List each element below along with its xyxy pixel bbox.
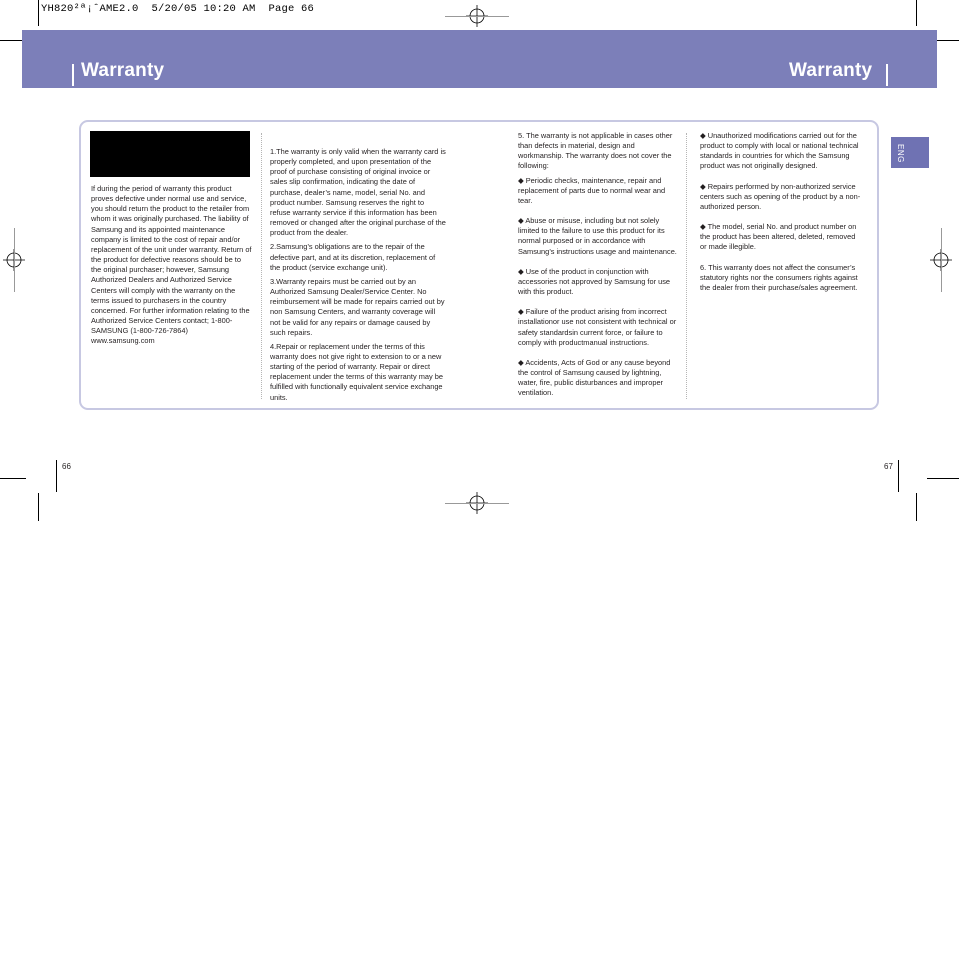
crop-mark bbox=[898, 460, 899, 492]
warranty-clause-5: 5. The warranty is not applicable in cases other than defects in material, design and workmanship. The warranty does not cover the following: bbox=[518, 131, 673, 171]
exclusion-item: ◆ Repairs performed by non-authorized service centers such as opening of the product by a non-authorized person. bbox=[700, 181, 861, 211]
exclusion-item: ◆ Abuse or misuse, including but not solely limited to the failure to use this product for its normal purposed or in accordance with Samsung’s instructions usage and maintenance. bbox=[518, 216, 677, 256]
warranty-clause-3: 3.Warranty repairs must be carried out by an Authorized Samsung Dealer/Service Center. No reimbursement will be made for repairs carried out by non Samsung Centers, and warranty coverage will not be valid for any repairs or damage caused by such repairs. bbox=[270, 276, 445, 337]
crop-mark bbox=[916, 0, 917, 26]
exclusion-item: ◆ The model, serial No. and product number on the product has been altered, deleted, removed or made illegible. bbox=[700, 222, 857, 252]
warranty-clause-6: 6. This warranty does not affect the consumer’s statutory rights nor the consumers rights against the dealer from their purchase/sales agreement. bbox=[700, 262, 858, 292]
language-tab-label: ENG bbox=[896, 143, 905, 163]
warranty-column-4 bbox=[700, 131, 862, 297]
registration-line bbox=[445, 16, 509, 17]
registration-line bbox=[14, 228, 15, 292]
page-number-left: 66 bbox=[62, 462, 71, 471]
column-divider bbox=[261, 133, 262, 399]
title-accent-bar bbox=[72, 64, 74, 86]
exclusion-item: ◆ Unauthorized modifications carried out for the product to comply with local or national technical standards in countries for which the Samsung product was not originally designed. bbox=[700, 131, 859, 171]
exclusion-item: ◆ Failure of the product arising from incorrect installationor use not consistent with technical or safety standardsin current force, or failure to comply with productmanual instructions. bbox=[518, 307, 677, 347]
warranty-clause-1: 1.The warranty is only valid when the warranty card is properly completed, and upon presentation of the proof of purchase consisting of original invoice or sales slip confirmation, indicating the date of purchase, dealer’s name, model, serial No. and product number. Samsung reserves the right to refuse warranty service if this information has been removed or changed after the original purchase of the product from the dealer. bbox=[270, 147, 446, 238]
printer-slug-line: YH820²ª¡ˆAME2.0 5/20/05 10:20 AM Page 66 bbox=[41, 3, 315, 15]
crop-mark bbox=[916, 493, 917, 521]
title-accent-bar bbox=[886, 64, 888, 86]
exclusion-item: ◆ Use of the product in conjunction with accessories not approved by Samsung for use with this product. bbox=[518, 266, 671, 297]
crop-mark bbox=[927, 478, 959, 479]
warranty-clause-4: 4.Repair or replacement under the terms of this warranty does not give right to extension to or a new starting of the period of warranty. Repair or direct replacement under the terms of this warranty may be fulfilled with functionally equivalent service exchange units. bbox=[270, 341, 443, 402]
crop-mark bbox=[38, 493, 39, 521]
warranty-column-3 bbox=[518, 131, 678, 402]
crop-mark bbox=[38, 0, 39, 26]
black-header-block bbox=[90, 131, 250, 177]
registration-line bbox=[941, 228, 942, 292]
crop-mark bbox=[0, 478, 26, 479]
warranty-column-1 bbox=[91, 184, 253, 351]
page-title-left: Warranty bbox=[81, 60, 165, 81]
registration-line bbox=[445, 503, 509, 504]
exclusion-item: ◆ Accidents, Acts of God or any cause beyond the control of Samsung caused by lightning, water, fire, public disturbances and improper ventilation. bbox=[518, 357, 671, 398]
exclusion-item: ◆ Periodic checks, maintenance, repair and replacement of parts due to normal wear and tear. bbox=[518, 175, 666, 205]
page-title-right: Warranty bbox=[789, 60, 873, 81]
column-divider bbox=[686, 133, 687, 399]
warranty-column-2 bbox=[270, 147, 446, 407]
warranty-intro-text: If during the period of warranty this product proves defective under normal use and service, you should return the product to the retailer from whom it was originally purchased. The liability of Samsung and its appointed maintenance company is limited to the cost of repair and/or replacement of the unit under warranty. Return of the product for defective reasons should be to the original purchaser; however, Samsung Authorized Dealers and Authorized Service Centers will comply with the warranty on the terms issued to purchasers in the country concerned. For further information relating to the Authorized Service Centers contact; 1-800-SAMSUNG (1-800-726-7864) www.samsung.com bbox=[91, 184, 252, 346]
page-number-right: 67 bbox=[884, 462, 893, 471]
warranty-clause-2: 2.Samsung’s obligations are to the repair of the defective part, and at its discretion, replacement of the product (service exchange unit). bbox=[270, 242, 436, 272]
crop-mark bbox=[56, 460, 57, 492]
